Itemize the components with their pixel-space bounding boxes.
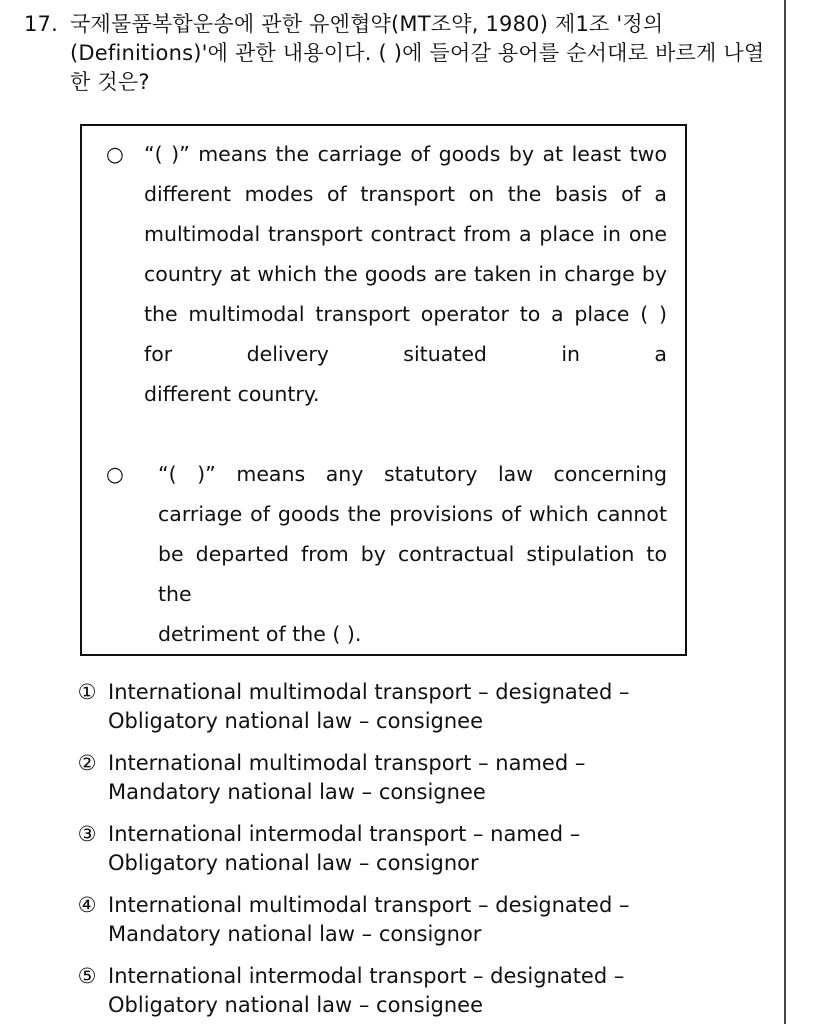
option-text — [108, 820, 758, 878]
definition-body: “( )” means any statutory law concerning carriage of goods the provisions of which cannot be departed from by contractual stipulation to the — [158, 462, 667, 606]
answer-option-4[interactable] — [72, 891, 762, 962]
option-line: International multimodal transport – named – — [108, 751, 586, 775]
option-line: International multimodal transport – designated – — [108, 680, 630, 704]
definition-body: “( )” means the carriage of goods by at least two different modes of transport on the basis of a multimodal transport contract from a place in one country at which the goods are taken in charge by the multimodal transport operator to a place ( ) for delivery situated in a — [144, 142, 667, 366]
option-line: Mandatory national law – consignee — [108, 780, 486, 804]
option-marker: ⑤ — [77, 964, 97, 988]
definition-last-line: different country. — [144, 382, 320, 406]
circle-bullet-icon: ○ — [106, 142, 124, 166]
definition-text — [158, 454, 667, 654]
option-text — [108, 749, 758, 807]
option-text — [108, 962, 758, 1020]
answer-option-5[interactable] — [72, 962, 762, 1024]
circle-bullet-icon: ○ — [106, 462, 124, 486]
option-text — [108, 678, 758, 736]
definitions-box — [80, 124, 687, 656]
answer-options — [72, 678, 762, 1024]
definition-text — [144, 134, 667, 414]
question-number: 17. — [24, 12, 58, 36]
option-line: International intermodal transport – named – — [108, 822, 581, 846]
option-line: Obligatory national law – consignor — [108, 851, 479, 875]
answer-option-2[interactable] — [72, 749, 762, 820]
option-marker: ① — [77, 680, 97, 704]
option-text — [108, 891, 758, 949]
answer-option-3[interactable] — [72, 820, 762, 891]
definition-last-line: detriment of the ( ). — [158, 622, 362, 646]
option-line: Mandatory national law – consignor — [108, 922, 482, 946]
option-marker: ④ — [77, 893, 97, 917]
question-text: 국제물품복합운송에 관한 유엔협약(MT조약, 1980) 제1조 '정의(Definitions)'에 관한 내용이다. ( )에 들어갈 용어를 순서대로 바르게 나열한 것은? — [70, 12, 765, 94]
option-marker: ② — [77, 751, 97, 775]
option-marker: ③ — [77, 822, 97, 846]
answer-option-1[interactable] — [72, 678, 762, 749]
option-line: International multimodal transport – designated – — [108, 893, 630, 917]
option-line: International intermodal transport – designated – — [108, 964, 625, 988]
question — [24, 10, 769, 97]
option-line: Obligatory national law – consignee — [108, 709, 484, 733]
option-line: Obligatory national law – consignee — [108, 993, 484, 1017]
column-divider — [784, 0, 786, 1024]
